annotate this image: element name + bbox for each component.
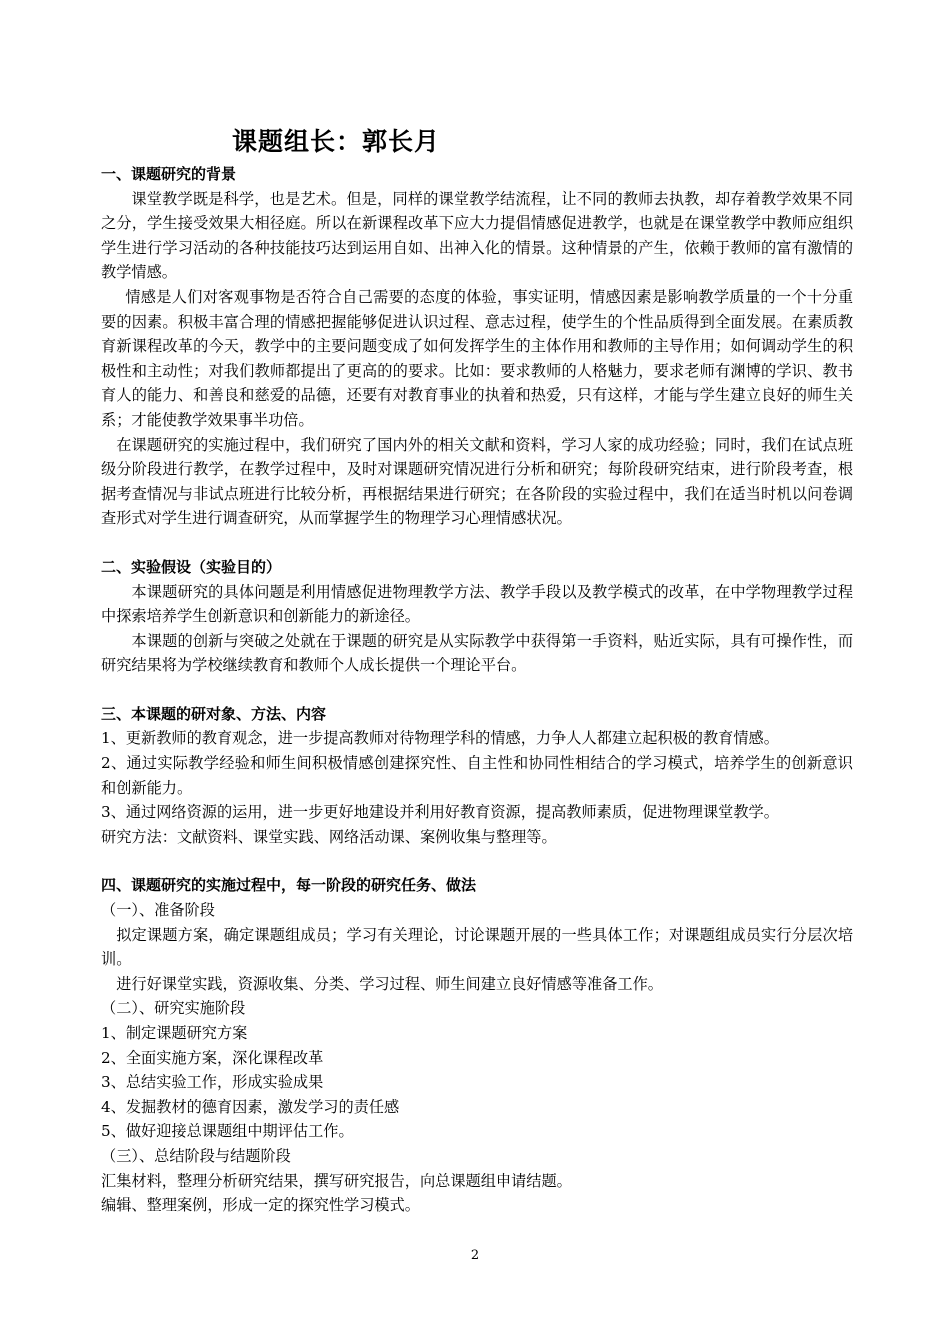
- list-item: 2、通过实际教学经验和师生间积极情感创建探究性、自主性和协同性相结合的学习模式，培养学生的创新意识和创新能力。: [101, 754, 853, 797]
- section-3-heading: 三、本课题的研对象、方法、内容: [101, 704, 327, 723]
- section-2-heading: 二、实验假设（实验目的）: [101, 557, 282, 576]
- section-1-paragraph-1: 课堂教学既是科学，也是艺术。但是，同样的课堂教学结流程，让不同的教师去执教，却存着教学效果不同之分，学生接受效果大相径庭。所以在新课程改革下应大力提倡情感促进教学，也就是在课堂教学中教师应组织学生进行学习活动的各种技能技巧达到运用自如、出神入化的情景。这种情景的产生，依赖于教师的富有激情的教学情感。: [101, 189, 853, 282]
- spacer: [101, 531, 853, 555]
- stage-2-heading: （二）、研究实施阶段: [101, 999, 246, 1018]
- list-item: 3、通过网络资源的运用，进一步更好地建设并利用好教育资源，提高教师素质，促进物理课堂教学。: [101, 803, 779, 822]
- section-2-paragraph-1: 本课题研究的具体问题是利用情感促进物理教学方法、教学手段以及教学模式的改革，在中学物理教学过程中探索培养学生创新意识和创新能力的新途径。: [101, 582, 853, 626]
- stage-3-heading: （三）、总结阶段与结题阶段: [101, 1146, 291, 1165]
- page-number: 2: [470, 1248, 480, 1263]
- document-title: 课题组长：郭长月: [232, 127, 441, 156]
- list-item: 2、全面实施方案，深化课程改革: [101, 1048, 324, 1067]
- list-item: 3、总结实验工作，形成实验成果: [101, 1073, 324, 1092]
- section-1-paragraph-3: 在课题研究的实施过程中，我们研究了国内外的相关文献和资料，学习人家的成功经验；同时，我们在试点班级分阶段进行教学，在教学过程中，及时对课题研究情况进行分析和研究；每阶段研究结束，进行阶段考查，根据考查情况与非试点班进行比较分析，再根据结果进行研究；在各阶段的实验过程中，我们在适当时机以问卷调查形式对学生进行调查研究，从而掌握学生的物理学习心理情感状况。: [101, 435, 853, 528]
- stage-3-paragraph-1: 汇集材料，整理分析研究结果，撰写研究报告，向总课题组申请结题。: [101, 1171, 572, 1190]
- section-1-heading: 一、课题研究的背景: [101, 165, 237, 183]
- research-methods: 研究方法：文献资料、课堂实践、网络活动课、案例收集与整理等。: [101, 827, 557, 846]
- section-4-heading: 四、课题研究的实施过程中，每一阶段的研究任务、做法: [101, 876, 477, 895]
- stage-1-heading: （一）、准备阶段: [101, 901, 215, 920]
- stage-3-paragraph-2: 编辑、整理案例，形成一定的探究性学习模式。: [101, 1196, 420, 1215]
- list-item: 5、做好迎接总课题组中期评估工作。: [101, 1122, 354, 1141]
- list-item: 4、发掘教材的德育因素，激发学习的责任感: [101, 1097, 400, 1116]
- spacer: [101, 678, 853, 702]
- section-1-paragraph-2: 情感是人们对客观事物是否符合自己需要的态度的体验，事实证明，情感因素是影响教学质量的一个十分重要的因素。积极丰富合理的情感把握能够促进认识过程、意志过程，使学生的个性品质得到全面发展。在素质教育新课程改革的今天，教学中的主要问题变成了如何发挥学生的主体作用和教师的主导作用；如何调动学生的积极性和主动性；对我们教师都提出了更高的的要求。比如：要求教师的人格魅力，要求老师有渊博的学识、教书育人的能力、和善良和慈爱的品德，还要有对教育事业的执着和热爱，只有这样，才能与学生建立良好的师生关系；才能使教学效果事半功倍。: [101, 287, 853, 429]
- stage-1-paragraph-1: 拟定课题方案，确定课题组成员；学习有关理论，讨论课题开展的一些具体工作；对课题组成员实行分层次培训。: [101, 925, 853, 969]
- list-item: 1、制定课题研究方案: [101, 1024, 248, 1042]
- document-body: [101, 162, 853, 1218]
- stage-1-paragraph-2: 进行好课堂实践，资源收集、分类、学习过程、师生间建立良好情感等准备工作。: [116, 974, 663, 993]
- list-item: 1、更新教师的教育观念，进一步提高教师对待物理学科的情感，力争人人都建立起积极的教育情感。: [101, 729, 779, 748]
- spacer: [101, 849, 853, 873]
- section-2-paragraph-2: 本课题的创新与突破之处就在于课题的研究是从实际教学中获得第一手资料，贴近实际，具有可操作性，而研究结果将为学校继续教育和教师个人成长提供一个理论平台。: [101, 631, 853, 675]
